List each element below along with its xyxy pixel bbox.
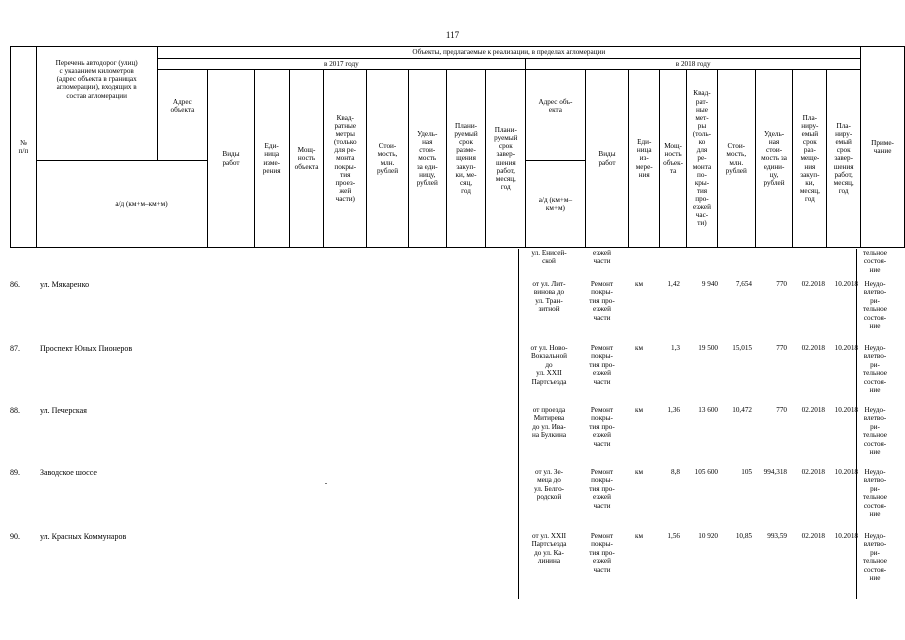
row-87-street: Проспект Юных Пионеров: [40, 344, 133, 353]
row-86-works: Ремонт покры- тия про- езжей части: [589, 280, 615, 322]
row-90-note: Неудо- влетво- ри- тельное состоя- ние: [863, 532, 887, 583]
row-86-finish: 10.2018: [834, 280, 858, 288]
row-87-unit: км: [634, 344, 644, 352]
row-86-cost: 7,654: [735, 280, 752, 288]
row-87-area: 19 500: [698, 344, 718, 352]
h18-plan-finish: Пла- ниру- емый срок завер- шения работ, месяц, год: [827, 70, 861, 248]
header-num: № п/п: [11, 47, 37, 248]
row-89-num: 89.: [10, 468, 20, 477]
row-87-unit-cost: 770: [776, 344, 787, 352]
row-90-num: 90.: [10, 532, 20, 541]
row-88-note: Неудо- влетво- ри- тельное состоя- ние: [863, 406, 887, 457]
row-88-address: от проезда Митирева до ул. Ива- на Булкина: [531, 406, 567, 440]
row-89-capacity: 8,8: [671, 468, 680, 476]
row-87-note: Неудо- влетво- ри- тельное состоя- ние: [863, 344, 887, 395]
row-88-capacity: 1,36: [667, 406, 680, 414]
h18-area: Квад- рат- ные мет- ры (толь- ко для ре- монта по- кры- тия про- езжей час- ти): [687, 70, 718, 248]
row-90-cost: 10,85: [735, 532, 752, 540]
row-89-works: Ремонт покры- тия про- езжей части: [589, 468, 615, 510]
row-89-unit: км: [634, 468, 644, 476]
page-number: 117: [445, 30, 460, 40]
h17-unit-cost: Удель- ная стои- мость за еди- ницу, рублей: [408, 70, 446, 248]
header-year-2017: в 2017 году: [157, 59, 526, 70]
row-87-finish: 10.2018: [834, 344, 858, 352]
header-year-2018: в 2018 году: [526, 59, 861, 70]
row-90-finish: 10.2018: [834, 532, 858, 540]
row-90-area: 10 920: [698, 532, 718, 540]
h17-area: Квад- ратные метры (только для ре- монта покры- тия проез- жей части): [324, 70, 367, 248]
row-87-procure: 02.2018: [801, 344, 825, 352]
h17-cost: Стои- мость, млн. рублей: [367, 70, 409, 248]
row-90-street: ул. Красных Коммунаров: [40, 532, 127, 541]
row-89-address: от ул. Зе- меца до ул. Белго- родской: [533, 468, 565, 502]
h18-capacity: Мощ- ность объек- та: [660, 70, 687, 248]
row-86-area: 9 940: [701, 280, 718, 288]
row-88-finish: 10.2018: [834, 406, 858, 414]
header-list: Перечень автодорог (улиц) с указанием километров (адрес объекта в границах агломерации), входящих в состав агломерации: [36, 47, 157, 161]
h17-works: Виды работ: [208, 70, 255, 248]
row-88-num: 88.: [10, 406, 20, 415]
row-89-note: Неудо- влетво- ри- тельное состоя- ние: [863, 468, 887, 519]
h18-plan-procure: Пла- ниру- емый срок раз- меще- ния закуп- ки, месяц, год: [793, 70, 827, 248]
row-90-address: от ул. XXII Партсъезда до ул. Ка- линина: [531, 532, 567, 566]
header-objects-title: Объекты, предлагаемые к реализации, в пределах агломерации: [157, 47, 861, 59]
row-90-works: Ремонт покры- тия про- езжей части: [589, 532, 615, 574]
scan-speck: [325, 483, 327, 484]
row-89-unit-cost: 994,318: [763, 468, 787, 476]
h17-plan-finish: Плани- руемый срок завер- шения работ, месяц, год: [486, 70, 526, 248]
row-88-cost: 10,472: [732, 406, 752, 414]
row-87-capacity: 1,3: [671, 344, 680, 352]
row-88-works: Ремонт покры- тия про- езжей части: [589, 406, 615, 448]
h18-address-sub: а/д (км+м– км+м): [526, 161, 585, 248]
row-87-works: Ремонт покры- тия про- езжей части: [589, 344, 615, 386]
row-89-procure: 02.2018: [801, 468, 825, 476]
row-90-unit-cost: 993,59: [767, 532, 787, 540]
row-88-street: ул. Печерская: [40, 406, 87, 415]
carry-address: ул. Енисей- ской: [531, 249, 567, 266]
row-88-unit: км: [634, 406, 644, 414]
row-86-note: Неудо- влетво- ри- тельное состоя- ние: [863, 280, 887, 331]
h18-unit-cost: Удель- ная стои- мость за едини- цу, рублей: [755, 70, 793, 248]
row-86-unit: км: [634, 280, 644, 288]
h18-unit: Еди- ница из- мере- ния: [629, 70, 660, 248]
row-88-procure: 02.2018: [801, 406, 825, 414]
row-86-procure: 02.2018: [801, 280, 825, 288]
row-86-capacity: 1,42: [667, 280, 680, 288]
row-89-area: 105 600: [694, 468, 718, 476]
h17-unit: Еди- ница изме- рения: [254, 70, 289, 248]
header-list-sub: а/д (км+м–км+м): [36, 161, 207, 248]
row-86-unit-cost: 770: [776, 280, 787, 288]
row-89-street: Заводское шоссе: [40, 468, 97, 477]
row-90-unit: км: [634, 532, 644, 540]
h18-address: Адрес объ- екта: [526, 70, 585, 161]
carry-note: тельное состоя- ние: [863, 249, 887, 274]
row-89-finish: 10.2018: [834, 468, 858, 476]
h17-capacity: Мощ- ность объекта: [289, 70, 324, 248]
h18-cost: Стои- мость, млн. рублей: [717, 70, 755, 248]
h17-address: Адрес объекта: [157, 70, 208, 161]
table-header: [10, 46, 905, 248]
header-note: Приме- чание: [861, 47, 905, 248]
row-90-capacity: 1,56: [667, 532, 680, 540]
row-90-procure: 02.2018: [801, 532, 825, 540]
row-86-address: от ул. Лит- винова до ул. Тран- зитной: [532, 280, 566, 314]
h17-plan-procure: Плани- руемый срок разме- щения закуп- ки, ме- сяц, год: [446, 70, 486, 248]
row-87-cost: 15,015: [732, 344, 752, 352]
row-88-unit-cost: 770: [776, 406, 787, 414]
carry-works: езжей части: [593, 249, 611, 266]
row-88-area: 13 600: [698, 406, 718, 414]
row-87-num: 87.: [10, 344, 20, 353]
row-87-address: от ул. Ново- Вокзальной до ул. XXII Партсъезда: [530, 344, 568, 386]
row-86-num: 86.: [10, 280, 20, 289]
row-86-street: ул. Мякаренко: [40, 280, 90, 289]
h18-works: Виды работ: [585, 70, 629, 248]
row-89-cost: 105: [741, 468, 752, 476]
